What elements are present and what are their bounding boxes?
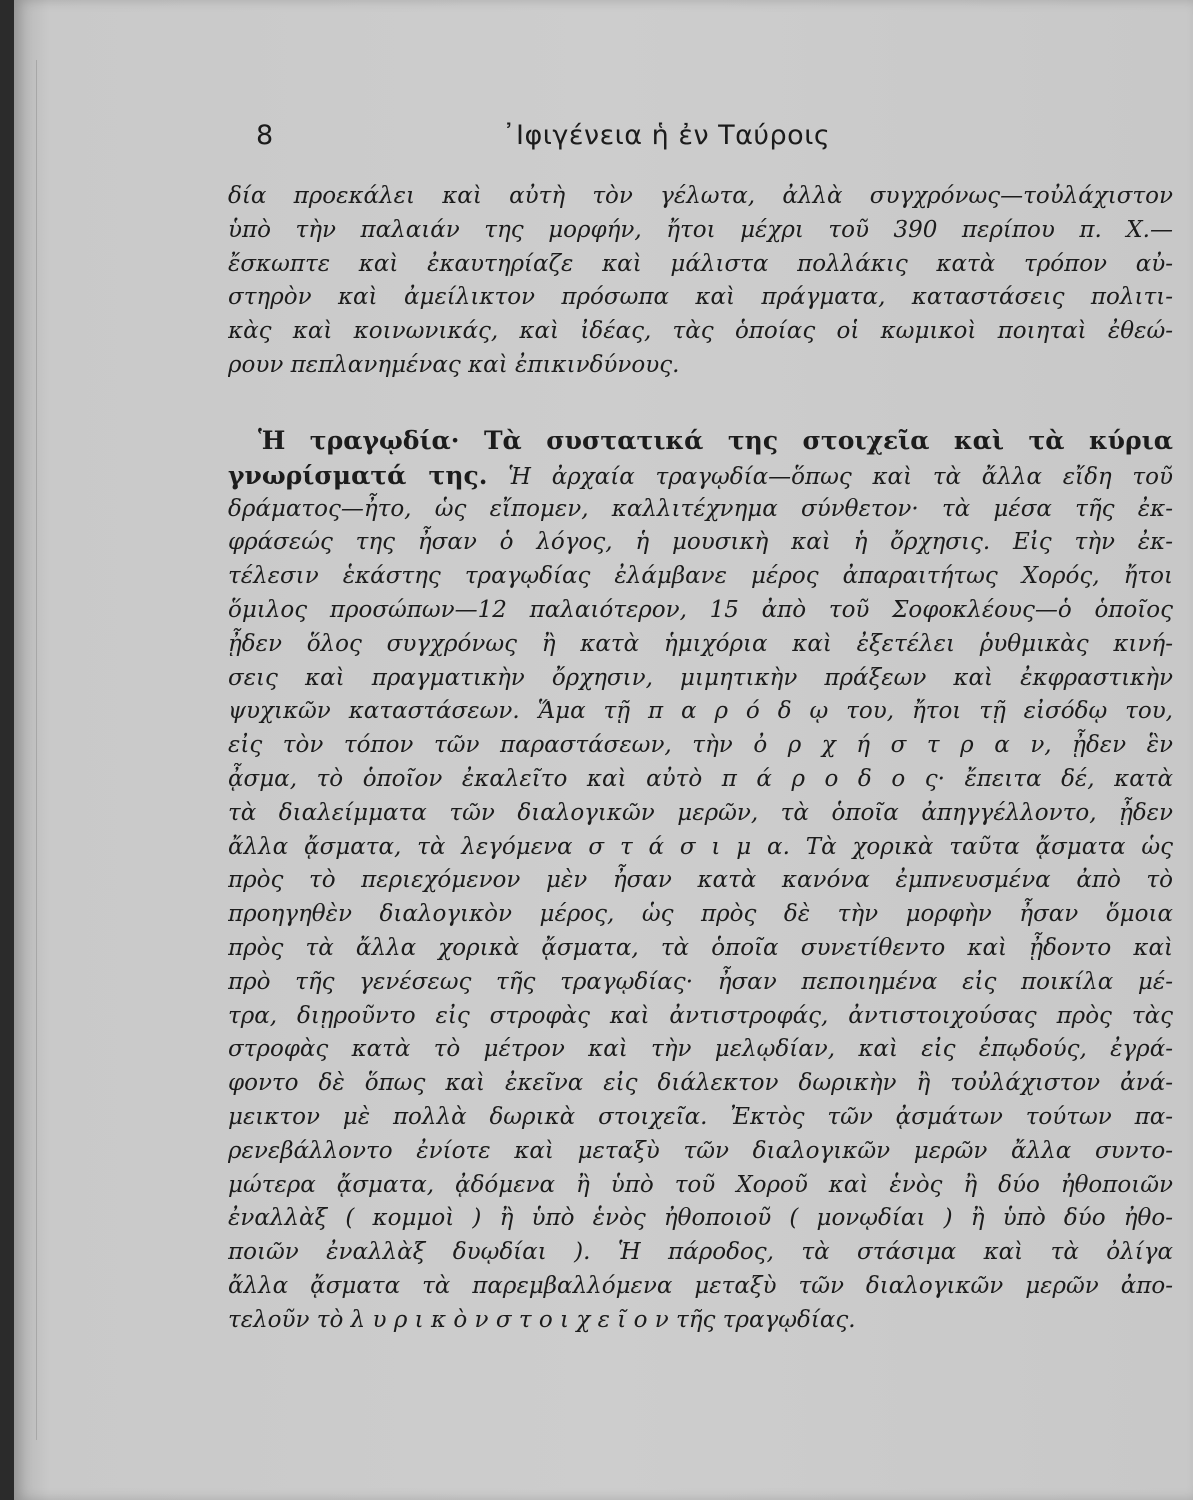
section-heading-continuation — [228, 459, 1173, 493]
section-line: ἐναλλὰξ ( κομμοὶ ) ἢ ὑπὸ ἑνὸς ἠθοποιοῦ ( μονῳδίαι ) ἢ ὑπὸ δύο ἠθο- — [228, 1205, 1173, 1232]
book-page — [14, 0, 1193, 1500]
section-line: δράματος—ἦτο, ὡς εἴπομεν, καλλιτέχνημα σύνθετον· τὰ μέσα τῆς ἐκ- — [228, 495, 1173, 522]
section-line: ψυχικῶν καταστάσεων. Ἅμα τῇ π α ρ ό δ ῳ του, ἤτοι τῇ εἰσόδῳ του, — [228, 698, 1173, 725]
section-line: ποιῶν ἐναλλὰξ δυῳδίαι ). Ἡ πάροδος, τὰ στάσιμα καὶ τὰ ὀλίγα — [228, 1239, 1173, 1266]
section-line: τὰ διαλείμματα τῶν διαλογικῶν μερῶν, τὰ ὁποῖα ἀπηγγέλλοντο, ᾖδεν — [228, 799, 1173, 826]
section-line: ὅμιλος προσώπων—12 παλαιότερον, 15 ἀπὸ τοῦ Σοφοκλέους—ὁ ὁποῖος — [228, 596, 1173, 623]
section-first-line: Ἡ ἀρχαία τραγῳδία—ὅπως καὶ τὰ ἄλλα εἴδη τοῦ — [487, 463, 1173, 490]
body-text — [228, 180, 1173, 1338]
paragraph-line: δία προεκάλει καὶ αὐτὴ τὸν γέλωτα, ἀλλὰ συγχρόνως—τοὐλάχιστον — [228, 183, 1173, 209]
paragraph-line: ρουν πεπλανημένας καὶ ἐπικινδύνους. — [228, 351, 680, 378]
paragraph-gap — [228, 383, 1173, 423]
page-fold-shadow — [36, 60, 37, 1440]
section-line: ᾖδεν ὅλος συγχρόνως ἢ κατὰ ἡμιχόρια καὶ ἐξετέλει ῥυθμικὰς κινή- — [228, 630, 1173, 657]
section-line: φοντο δὲ ὅπως καὶ ἐκεῖνα εἰς διάλεκτον δωρικὴν ἢ τοὐλάχιστον ἀνά- — [228, 1070, 1173, 1097]
running-head — [14, 120, 1193, 160]
section-line: ἄλλα ᾄσματα, τὰ λεγόμενα σ τ ά σ ι μ α. Τὰ χορικὰ ταῦτα ᾄσματα ὡς — [228, 833, 1173, 860]
section-line: τέλεσιν ἑκάστης τραγῳδίας ἐλάμβανε μέρος ἀπαραιτήτως Χορός, ἤτοι — [228, 563, 1173, 590]
section-line: μεικτον μὲ πολλὰ δωρικὰ στοιχεῖα. Ἐκτὸς τῶν ᾀσμάτων τούτων πα- — [228, 1103, 1173, 1130]
paragraph-line: ὑπὸ τὴν παλαιάν της μορφήν, ἤτοι μέχρι τοῦ 390 περίπου π. Χ.— — [228, 216, 1173, 243]
section-line: πρὸς τὰ ἄλλα χορικὰ ᾄσματα, τὰ ὁποῖα συνετίθεντο καὶ ᾖδοντο καὶ — [228, 934, 1173, 961]
section-line: σεις καὶ πραγματικὴν ὄρχησιν, μιμητικὴν πράξεων καὶ ἐκφραστικὴν — [228, 664, 1173, 691]
section-line: ᾆσμα, τὸ ὁποῖον ἐκαλεῖτο καὶ αὐτὸ π ά ρ ο δ ο ς· ἔπειτα δέ, κατὰ — [228, 765, 1173, 792]
section-line: ρενεβάλλοντο ἐνίοτε καὶ μεταξὺ τῶν διαλογικῶν μερῶν ἄλλα συντο- — [228, 1137, 1173, 1164]
section-line: εἰς τὸν τόπον τῶν παραστάσεων, τὴν ὀ ρ χ ή σ τ ρ α ν, ᾖδεν ἓν — [228, 732, 1173, 759]
running-title: ᾿Ιφιγένεια ἡ ἐν Ταύροις — [502, 120, 831, 151]
paragraph-line: κὰς καὶ κοινωνικάς, καὶ ἰδέας, τὰς ὁποίας οἱ κωμικοὶ ποιηταὶ ἐθεώ- — [228, 318, 1173, 345]
section-line: τρα, διῃροῦντο εἰς στροφὰς καὶ ἀντιστροφάς, ἀντιστοιχούσας πρὸς τὰς — [228, 1002, 1173, 1029]
paragraph-line: στηρὸν καὶ ἀμείλικτον πρόσωπα καὶ πράγματα, καταστάσεις πολιτι- — [228, 284, 1173, 311]
section-line: μώτερα ᾄσματα, ᾀδόμενα ἢ ὑπὸ τοῦ Χοροῦ καὶ ἑνὸς ἢ δύο ἠθοποιῶν — [228, 1171, 1173, 1198]
section-line: φράσεώς της ἦσαν ὁ λόγος, ἡ μουσικὴ καὶ ἡ ὄρχησις. Εἰς τὴν ἐκ- — [228, 529, 1173, 556]
section-line: ἄλλα ᾄσματα τὰ παρεμβαλλόμενα μεταξὺ τῶν διαλογικῶν μερῶν ἀπο- — [228, 1272, 1173, 1299]
section-line: πρὸς τὸ περιεχόμενον μὲν ἦσαν κατὰ κανόνα ἐμπνευσμένα ἀπὸ τὸ — [228, 867, 1173, 894]
section-line: τελοῦν τὸ λ υ ρ ι κ ὸ ν σ τ ο ι χ ε ῖ ο ν τῆς τραγῳδίας. — [228, 1306, 856, 1333]
section-heading-tail: γνωρίσματά της. — [228, 460, 488, 490]
section-line: στροφὰς κατὰ τὸ μέτρον καὶ τὴν μελῳδίαν, καὶ εἰς ἐπῳδούς, ἐγρά- — [228, 1036, 1173, 1063]
paragraph-line: ἔσκωπτε καὶ ἐκαυτηρίαζε καὶ μάλιστα πολλάκις κατὰ τρόπον αὐ- — [228, 250, 1173, 277]
page-number: 8 — [256, 120, 274, 151]
section-line: προηγηθὲν διαλογικὸν μέρος, ὡς πρὸς δὲ τὴν μορφὴν ἦσαν ὅμοια — [228, 901, 1173, 928]
section-heading: Ἡ τραγῳδία· Τὰ συστατικά της στοιχεῖα καὶ τὰ κύρια — [258, 425, 1173, 455]
section-line: πρὸ τῆς γενέσεως τῆς τραγῳδίας· ἦσαν πεποιημένα εἰς ποικίλα μέ- — [228, 968, 1173, 995]
